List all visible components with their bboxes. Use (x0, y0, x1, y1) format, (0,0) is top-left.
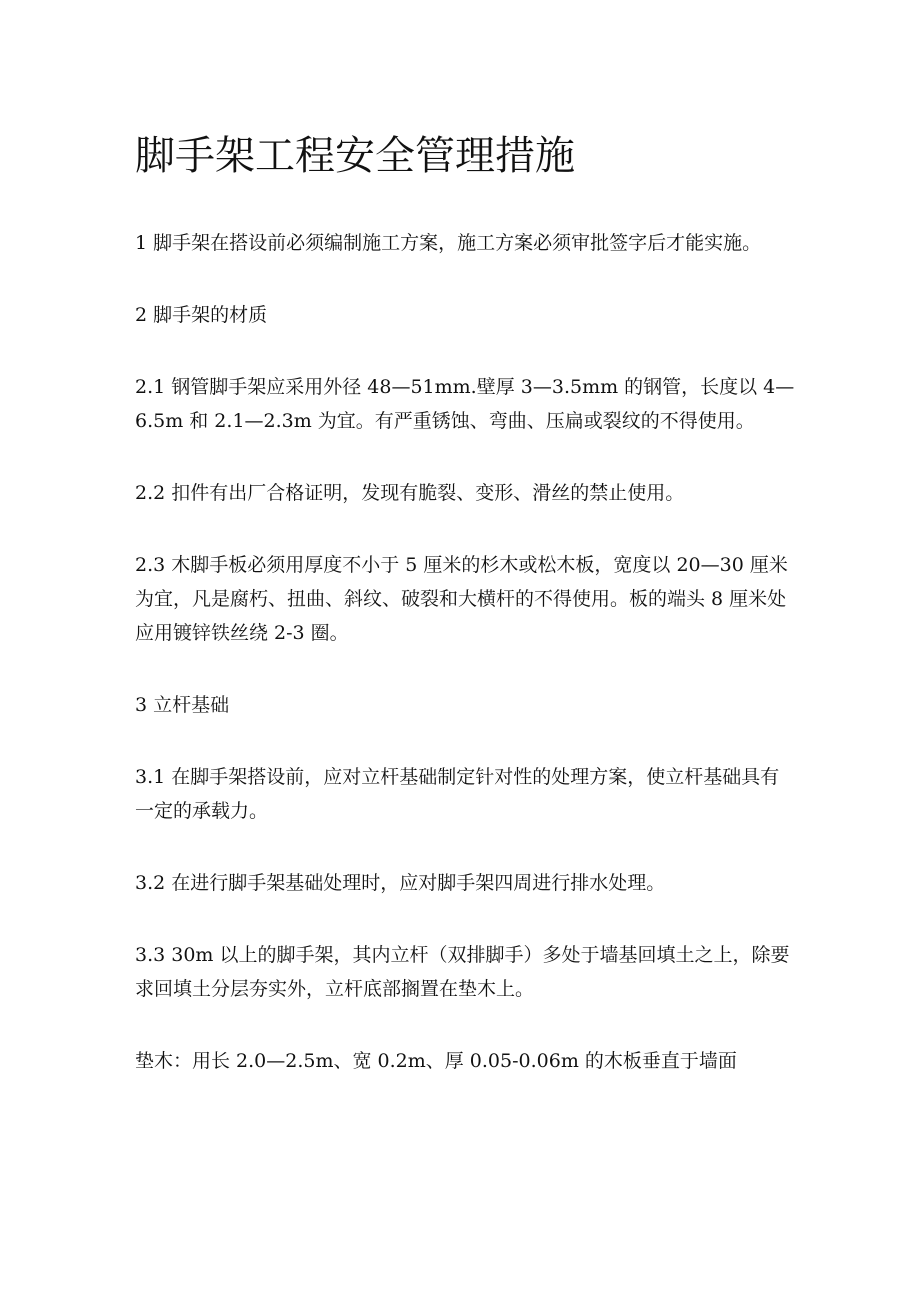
paragraph-2-2: 2.2 扣件有出厂合格证明，发现有脆裂、变形、滑丝的禁止使用。 (135, 482, 685, 504)
paragraph-3: 3 立杆基础 (135, 694, 230, 716)
paragraph-3-3: 3.3 30m 以上的脚手架，其内立杆（双排脚手）多处于墙基回填土之上，除要求回填土分层夯实外，立杆底部搁置在垫木上。 (135, 944, 790, 1000)
paragraph-2-1: 2.1 钢管脚手架应采用外径 48—51mm.壁厚 3—3.5mm 的钢管，长度以 4—6.5m 和 2.1—2.3m 为宜。有严重锈蚀、弯曲、压扁或裂纹的不得使用。 (135, 376, 795, 432)
paragraph-2-3: 2.3 木脚手板必须用厚度不小于 5 厘米的杉木或松木板，宽度以 20—30 厘米为宜，凡是腐朽、扭曲、斜纹、破裂和大横杆的不得使用。板的端头 8 厘米处应用镀锌铁丝绕 2-3 圈。 (135, 554, 788, 644)
paragraph-3-2: 3.2 在进行脚手架基础处理时，应对脚手架四周进行排水处理。 (135, 872, 666, 894)
paragraph-1: 1 脚手架在搭设前必须编制施工方案，施工方案必须审批签字后才能实施。 (135, 232, 762, 254)
paragraph-3-1: 3.1 在脚手架搭设前，应对立杆基础制定针对性的处理方案，使立杆基础具有一定的承载力。 (135, 766, 780, 822)
paragraph-pad-wood: 垫木：用长 2.0—2.5m、宽 0.2m、厚 0.05-0.06m 的木板垂直于墙面 (135, 1050, 737, 1072)
paragraph-2: 2 脚手架的材质 (135, 304, 268, 326)
document-title: 脚手架工程安全管理措施 (135, 133, 575, 179)
document-body (135, 226, 795, 1116)
